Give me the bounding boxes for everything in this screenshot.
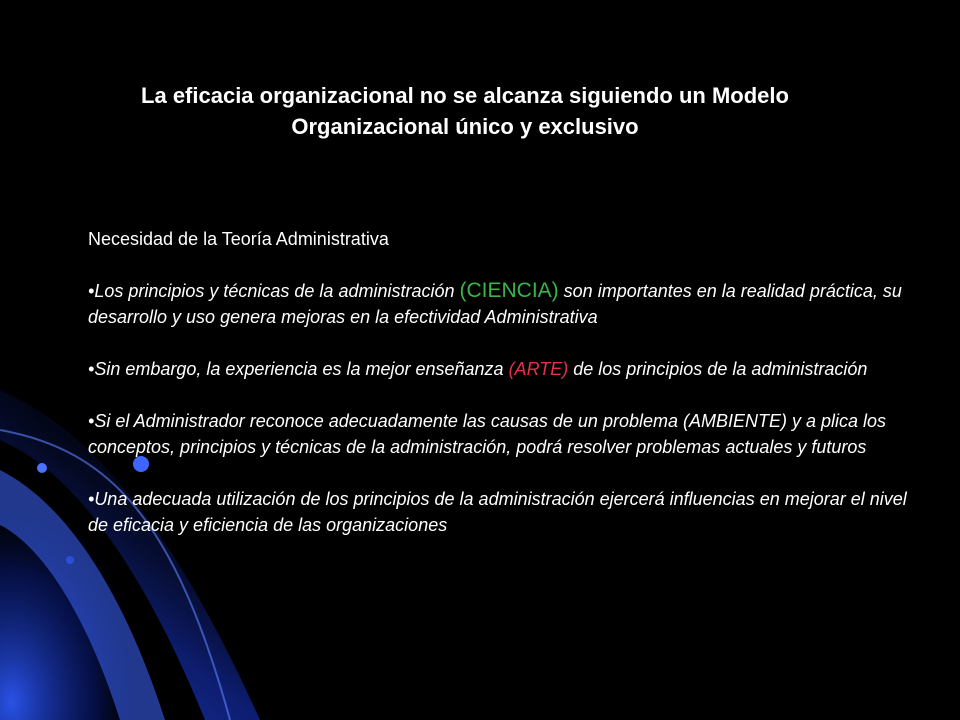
bullet-utilizacion xyxy=(88,486,908,538)
bullet-arte xyxy=(88,356,908,382)
bullet-glyph: • xyxy=(88,411,95,431)
slide-content xyxy=(88,226,908,538)
highlight-arte: (ARTE) xyxy=(508,359,569,379)
bullet-ciencia xyxy=(88,278,908,330)
bullet-text-after: de los principios de la administración xyxy=(568,359,868,379)
bullet-glyph: • xyxy=(88,359,95,379)
bullet-text-before: Los principios y técnicas de la administración xyxy=(94,281,460,301)
decor-dot-3 xyxy=(66,556,74,564)
bullet-text-after: son importantes en la realidad práctica, su desarrollo y uso genera mejoras en la efectividad Administrativa xyxy=(88,281,902,327)
bullet-text: Si el Administrador reconoce adecuadamente las causas de un problema (AMBIENTE) y a plica los conceptos, principios y técnicas de la administración, podrá resolver problemas actuales y futuros xyxy=(88,411,887,457)
bullet-glyph: • xyxy=(88,489,95,509)
slide-title xyxy=(40,80,890,142)
bullet-glyph: • xyxy=(88,281,95,301)
bullet-text-before: Sin embargo, la experiencia es la mejor enseñanza xyxy=(94,359,509,379)
title-line-2: Organizacional único y exclusivo xyxy=(291,114,639,139)
section-heading: Necesidad de la Teoría Administrativa xyxy=(88,229,389,249)
decor-dot-1 xyxy=(37,463,47,473)
bullet-text: Una adecuada utilización de los principios de la administración ejercerá influencias en mejorar el nivel de eficacia y eficiencia de las organizaciones xyxy=(88,489,907,535)
highlight-ciencia: (CIENCIA) xyxy=(459,279,559,302)
title-line-1: La eficacia organizacional no se alcanza siguiendo un Modelo xyxy=(141,83,789,108)
bullet-ambiente xyxy=(88,408,908,460)
